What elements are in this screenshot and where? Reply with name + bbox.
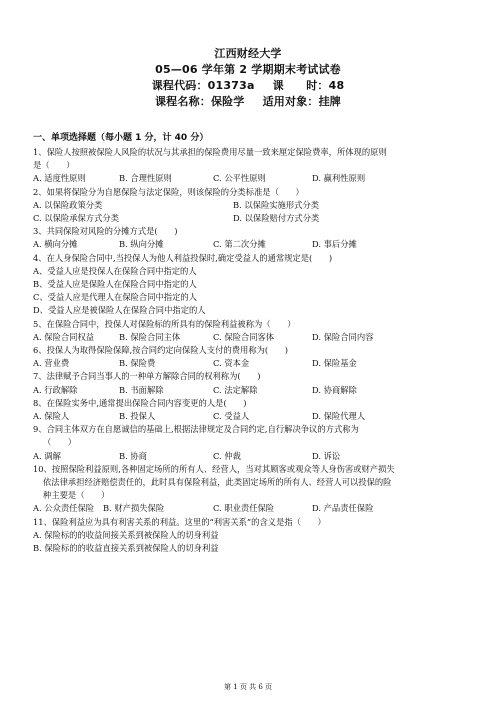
option: A. 公众责任保险 [33,503,95,514]
exam-title: 05—06 学年第 2 学期期末考试试卷 [155,63,341,76]
option: D、受益人应是被保险人在保险合同中指定的人 [33,305,206,316]
course-name: 课程名称：保险学 [154,95,245,108]
option: D. 保险代理人 [312,411,366,422]
question-6: 6、投保人为取得保险保障,按合同约定向保险人支付的费用称为( ) [33,345,289,356]
option: A. 调解 [33,450,61,461]
option: C. 受益人 [213,411,250,422]
course-hours: 课 时：48 [272,79,345,92]
option: A. 以保险政策分类 [33,199,103,210]
question-list [33,146,465,555]
option: B. 纵向分摊 [119,239,164,250]
question-9-cont: （ ） [43,437,77,448]
option: B. 合理性原则 [119,173,172,184]
option: D. 保险基金 [312,358,357,369]
option: B. 保险标的的收益直接关系到被保险人的切身利益 [33,543,219,554]
question-2-options [33,212,465,225]
option: D. 事后分摊 [312,239,357,250]
question-2-options [33,199,465,212]
exam-header [0,46,496,110]
course-code-row [0,78,496,94]
question-9-options [33,450,465,463]
question-5-options [33,331,465,344]
option: B. 以保险实施形式分类 [233,199,320,210]
option: D. 诉讼 [312,450,341,461]
option: C. 第二次分摊 [213,239,266,250]
question-10-options [33,502,465,515]
option: C. 仲裁 [213,450,241,461]
question-3: 3、共同保险对风险的分摊方式是( ) [33,226,178,237]
school-name: 江西财经大学 [214,47,282,60]
question-6-options [33,357,465,370]
option: A. 适度性原则 [33,173,86,184]
question-3-options [33,238,465,251]
question-1-options [33,172,465,185]
question-10-cont: 种主要是（ ） [43,490,110,501]
question-7: 7、法律赋予合同当事人的一种单方解除合同的权利称为( ) [33,371,261,382]
option: A. 保险人 [33,411,70,422]
question-9: 9、合同主体双方在自愿诚信的基础上,根据法律规定及合同约定,自行解决争议的方式称为 [33,424,359,435]
question-1: 1、保险人按照被保险人风险的状况与其承担的保险费用尽量一致来厘定保险费率，所体现的原则 [33,147,387,157]
option: A、受益人应是投保人在保险合同中指定的人 [33,265,197,276]
course-audience: 适用对象：挂牌 [262,95,341,108]
option: A. 营业费 [33,358,70,369]
option: A. 行政解除 [33,384,78,395]
option: D. 保险合同内容 [312,331,374,342]
option: C. 法定解除 [213,384,258,395]
option: D. 协商解除 [312,384,357,395]
section-title: 一、单项选择题（每小题 1 分，计 40 分） [33,133,209,143]
question-10-cont: 依法律承担经济赔偿责任的，此时具有保险利益，此类固定场所的所有人、经营人可以投保的险 [43,477,392,488]
course-name-row [0,94,496,110]
option: C. 公平性原则 [213,173,266,184]
question-10: 10、按照保险利益原则,各种固定场所的所有人、经营人，当对其顾客或观众等人身伤害或财产损失 [33,463,395,474]
option: A. 横向分摊 [33,239,78,250]
question-4: 4、在人身保险合同中,当投保人为他人利益投保时,确定受益人的通常规定是( ) [33,252,333,263]
question-1-cont: 是（ ） [33,160,75,171]
option: B. 财产损失保险 [103,503,165,514]
question-2: 2、如果将保险分为自愿保险与法定保险，则该保险的分类标准是（ ） [33,186,304,197]
option: C. 职业责任保险 [213,503,275,514]
option: C. 资本金 [213,358,250,369]
option: B. 协商 [119,450,147,461]
option: B. 投保人 [119,411,156,422]
option: B. 书面解除 [119,384,164,395]
question-8: 8、在保险实务中,通常提出保险合同内容变更的人是( ) [33,397,247,408]
option: A. 保险合同权益 [33,331,95,342]
option: D. 赢利性原则 [312,173,366,184]
option: D. 以保险赔付方式分类 [233,213,320,224]
page-footer: 第 1 页 共 6 页 [223,683,273,691]
option: C、受益人应是代理人在保险合同中指定的人 [33,292,197,303]
option: B、受益人应是保险人在保险合同中指定的人 [33,279,197,290]
option: A. 保险标的的收益间接关系到被保险人的切身利益 [33,529,219,540]
option: B. 保险费 [119,358,156,369]
question-7-options [33,384,465,397]
question-11: 11、保险利益应为具有利害关系的利益。这里的“利害关系”的含义是指（ ） [33,516,326,527]
course-code: 课程代码：01373a [151,79,255,92]
question-5: 5、在保险合同中，投保人对保险标的所具有的保险利益被称为（ ） [33,318,296,329]
option: B. 保险合同主体 [119,331,181,342]
question-8-options [33,410,465,423]
option: C. 保险合同客体 [213,331,275,342]
option: C. 以保险承保方式分类 [33,213,119,224]
option: D. 产品责任保险 [312,503,374,514]
